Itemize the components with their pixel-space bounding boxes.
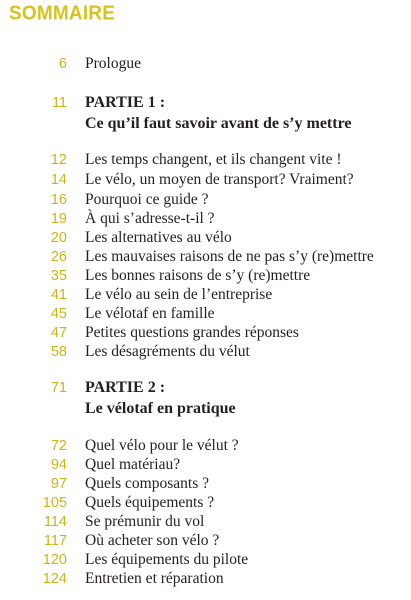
toc-entry [0, 323, 411, 343]
toc-entry [0, 550, 411, 570]
entry-title: Prologue [85, 55, 141, 72]
entry-title: À qui s’adresse-t-il ? [85, 210, 215, 227]
toc-entry [0, 266, 411, 286]
entry-title: Petites questions grandes réponses [85, 324, 299, 341]
toc-entry [0, 228, 411, 248]
part-title: PARTIE 2 : [85, 379, 166, 396]
toc-entry [0, 342, 411, 362]
page-number: 47 [50, 325, 67, 341]
toc-entry [0, 247, 411, 267]
page-number: 97 [50, 476, 67, 492]
entry-title: Les bonnes raisons de s’y (re)mettre [85, 267, 311, 284]
toc-entry [0, 304, 411, 324]
page-number: 94 [50, 457, 67, 473]
entry-title: Les temps changent, et ils changent vite ! [85, 151, 342, 168]
entry-title: Les désagréments du vélut [85, 343, 250, 360]
page-number: 105 [42, 495, 67, 511]
page-number: 14 [50, 172, 67, 188]
entry-title: Quel vélo pour le vélut ? [85, 437, 239, 454]
toc-entry [0, 455, 411, 475]
toc-entry [0, 512, 411, 532]
page-number: 6 [58, 56, 67, 72]
page-number: 20 [50, 230, 67, 246]
toc-entry [0, 209, 411, 229]
toc-entry [0, 54, 411, 74]
part-title: PARTIE 1 : [85, 94, 166, 111]
page-number: 120 [42, 552, 67, 568]
page-number: 58 [50, 344, 67, 360]
entry-title: Quels composants ? [85, 475, 209, 492]
entry-title: Le vélo, un moyen de transport? Vraiment? [85, 171, 354, 188]
toc-entry [0, 531, 411, 551]
part-subtitle: Ce qu’il faut savoir avant de s’y mettre [85, 115, 352, 132]
page-number: 117 [43, 533, 67, 549]
page-number: 45 [50, 306, 67, 322]
toc-entry [0, 285, 411, 305]
toc-entry [0, 569, 411, 589]
toc-part-entry [0, 93, 411, 113]
toc-entry [0, 170, 411, 190]
page-heading: SOMMAIRE [9, 2, 116, 25]
entry-title: Les équipements du pilote [85, 551, 249, 568]
page-number: 12 [50, 152, 67, 168]
entry-title: Quels équipements ? [85, 494, 215, 511]
toc-entry [0, 436, 411, 456]
page-number: 114 [43, 514, 67, 530]
toc-entry [0, 493, 411, 513]
entry-title: Quel matériau? [85, 456, 181, 473]
page-number: 35 [50, 268, 67, 284]
toc-part-entry [0, 378, 411, 398]
entry-title: Le vélotaf en famille [85, 305, 215, 322]
page-number: 41 [50, 287, 67, 303]
page-number: 16 [50, 192, 67, 208]
page-number: 19 [50, 211, 67, 227]
entry-title: Les mauvaises raisons de ne pas s’y (re)mettre [85, 248, 374, 265]
entry-title: Les alternatives au vélo [85, 229, 232, 246]
part-subtitle: Le vélotaf en pratique [85, 400, 236, 417]
entry-title: Pourquoi ce guide ? [85, 191, 209, 208]
page-number: 11 [51, 95, 67, 111]
entry-title: Entretien et réparation [85, 570, 224, 587]
toc-entry [0, 474, 411, 494]
page-number: 26 [50, 249, 67, 265]
toc-entry [0, 150, 411, 170]
entry-title: Se prémunir du vol [85, 513, 205, 530]
toc-entry [0, 190, 411, 210]
page-number: 72 [50, 438, 67, 454]
entry-title: Où acheter son vélo ? [85, 532, 220, 549]
page-number: 124 [42, 571, 67, 587]
page-number: 71 [50, 380, 67, 396]
entry-title: Le vélo au sein de l’entreprise [85, 286, 273, 303]
